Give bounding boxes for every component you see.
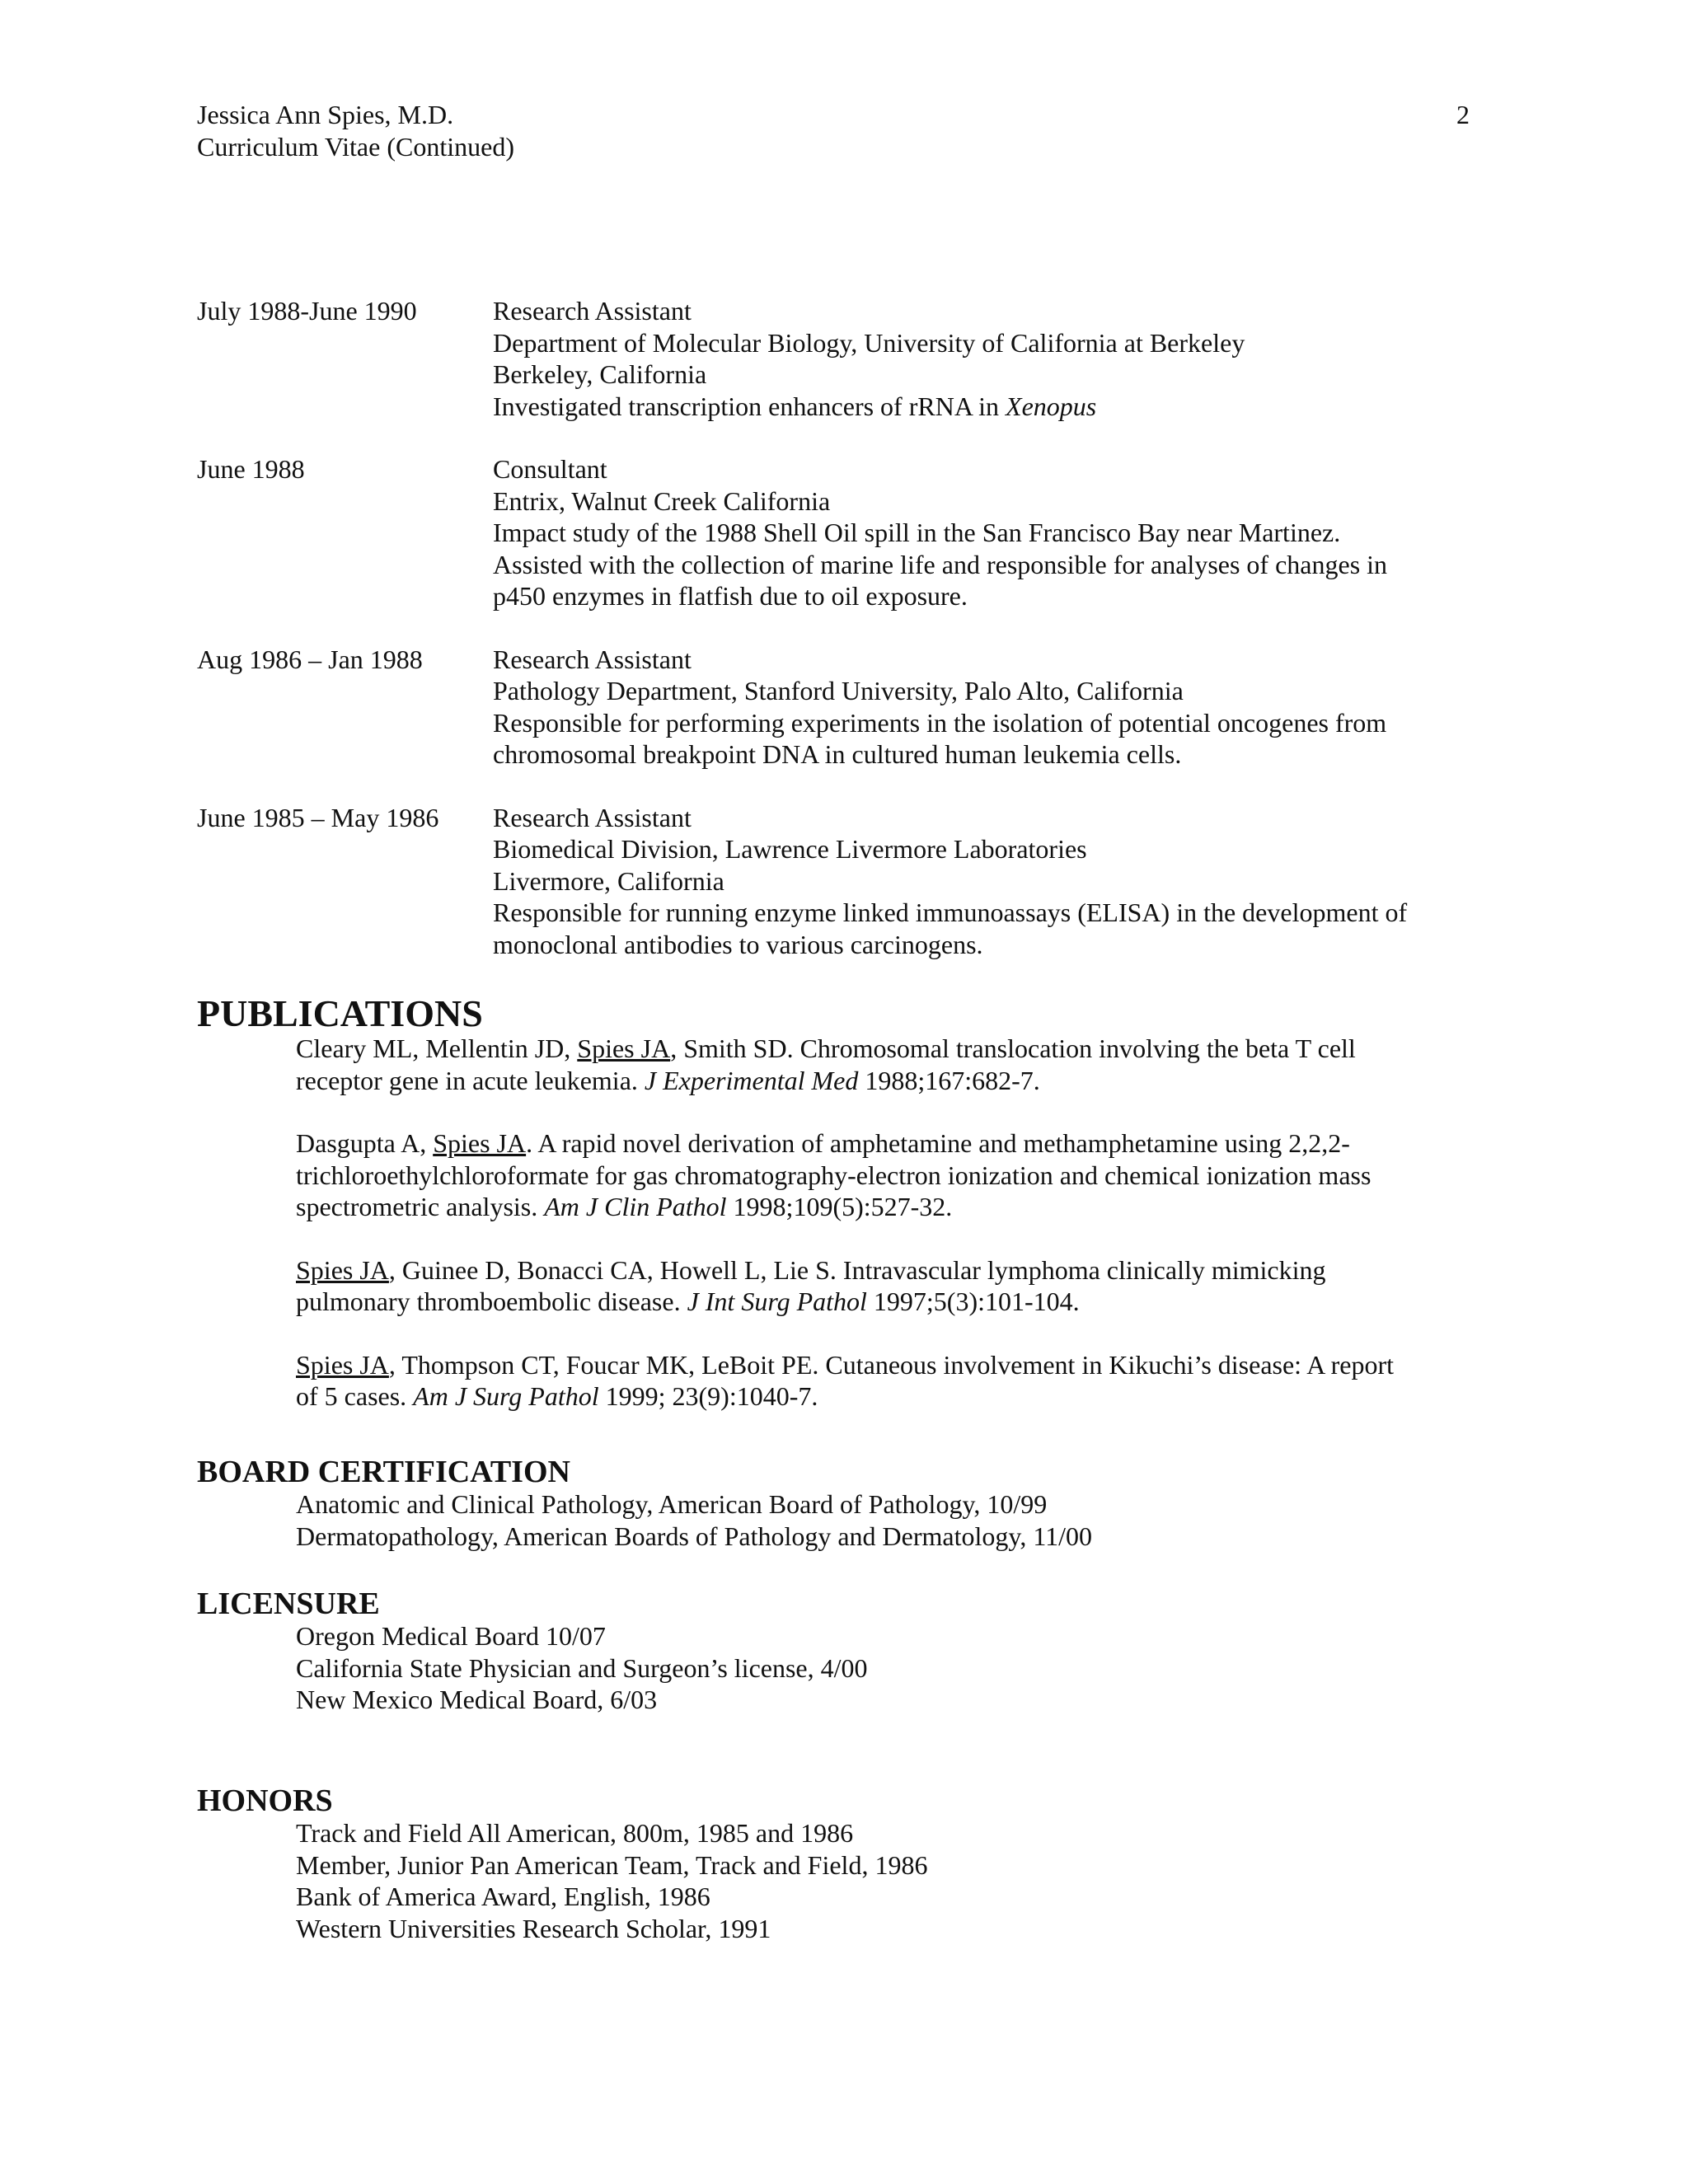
experience-dates: July 1988-June 1990 — [197, 296, 417, 326]
experience-title: Research Assistant — [493, 296, 692, 326]
experience-description — [493, 391, 1483, 423]
list-item: New Mexico Medical Board, 6/03 — [296, 1685, 658, 1714]
author-self: Spies JA — [296, 1349, 389, 1380]
citation-details: 1997;5(3):101-104. — [866, 1286, 1080, 1316]
organism-name: Xenopus — [1006, 391, 1097, 421]
publication-line — [296, 1033, 1483, 1065]
journal-name: Am J Surg Pathol — [413, 1381, 599, 1411]
publication-title-text: of 5 cases. — [296, 1381, 414, 1411]
list-item: Member, Junior Pan American Team, Track and Field, 1986 — [296, 1849, 928, 1880]
publication-item — [296, 1254, 1483, 1318]
publication-item — [296, 1349, 1483, 1413]
experience-details — [493, 453, 1483, 612]
list-item: California State Physician and Surgeon’s license, 4/00 — [296, 1652, 868, 1683]
publication-line — [296, 1065, 1483, 1097]
experience-details — [493, 802, 1483, 961]
honors-list — [197, 1817, 1483, 1944]
experience-description-line: p450 enzymes in flatfish due to oil exposure. — [493, 581, 968, 611]
experience-description-line: monoclonal antibodies to various carcinogens. — [493, 929, 983, 959]
experience-title: Research Assistant — [493, 644, 692, 674]
publications-list — [197, 1033, 1483, 1413]
experience-location: Berkeley, California — [493, 359, 707, 389]
publication-line — [296, 1127, 1483, 1160]
experience-dates: June 1985 – May 1986 — [197, 802, 439, 832]
publication-title-text: , Smith SD. Chromosomal translocation involving the beta T cell — [670, 1033, 1356, 1063]
experience-organization: Pathology Department, Stanford University, Palo Alto, California — [493, 676, 1184, 705]
publication-title-text: pulmonary thromboembolic disease. — [296, 1286, 687, 1316]
experience-organization: Entrix, Walnut Creek California — [493, 485, 831, 516]
experience-dates: Aug 1986 – Jan 1988 — [197, 644, 423, 674]
experience-details — [493, 295, 1483, 422]
publication-authors: Dasgupta A, — [296, 1128, 434, 1158]
publication-title-text: . A rapid novel derivation of amphetamine and methamphetamine using 2,2,2- — [526, 1128, 1350, 1158]
experience-title: Research Assistant — [493, 802, 692, 832]
board-certification-section — [197, 1455, 1483, 1552]
experience-description-line: Responsible for performing experiments in the isolation of potential oncogenes from — [493, 707, 1387, 738]
publication-authors: Cleary ML, Mellentin JD, — [296, 1033, 578, 1063]
experience-description-line: Assisted with the collection of marine life and responsible for analyses of changes in — [493, 549, 1388, 579]
section-heading: PUBLICATIONS — [197, 992, 483, 1034]
journal-name: J Int Surg Pathol — [687, 1286, 867, 1316]
header-name: Jessica Ann Spies, M.D. — [197, 100, 454, 129]
experience-description-line: Responsible for running enzyme linked immunoassays (ELISA) in the development of — [493, 898, 1408, 927]
experience-entry — [197, 644, 1483, 771]
publication-line — [296, 1349, 1483, 1381]
experience-details — [493, 644, 1483, 771]
experience-organization: Biomedical Division, Lawrence Livermore Laboratories — [493, 834, 1087, 864]
page-number: 2 — [1456, 100, 1470, 129]
section-heading: BOARD CERTIFICATION — [197, 1455, 570, 1489]
experience-entry — [197, 295, 1483, 422]
section-heading: HONORS — [197, 1783, 333, 1818]
author-self: Spies JA — [433, 1128, 527, 1158]
experience-organization: Department of Molecular Biology, University of California at Berkeley — [493, 327, 1245, 358]
description-text: Investigated transcription enhancers of rRNA in — [493, 391, 1006, 421]
publications-section — [197, 992, 1483, 1413]
citation-details: 1999; 23(9):1040-7. — [598, 1381, 818, 1411]
experience-list — [197, 295, 1483, 991]
experience-description-line: Impact study of the 1988 Shell Oil spill in the San Francisco Bay near Martinez. — [493, 518, 1341, 547]
experience-title: Consultant — [493, 454, 607, 484]
list-item: Oregon Medical Board 10/07 — [296, 1621, 606, 1651]
publication-title-text: , Guinee D, Bonacci CA, Howell L, Lie S. Intravascular lymphoma clinically mimicking — [388, 1254, 1326, 1285]
experience-entry — [197, 802, 1483, 961]
author-self: Spies JA — [577, 1033, 671, 1063]
publication-line: trichloroethylchloroformate for gas chromatography-electron ionization and chemical ionization mass — [296, 1160, 1372, 1190]
publication-line — [296, 1286, 1483, 1318]
experience-description-line: chromosomal breakpoint DNA in cultured human leukemia cells. — [493, 739, 1182, 769]
section-heading: LICENSURE — [197, 1586, 380, 1621]
journal-name: Am J Clin Pathol — [544, 1192, 727, 1221]
citation-details: 1998;109(5):527-32. — [726, 1192, 953, 1221]
publication-title-text: , Thompson CT, Foucar MK, LeBoit PE. Cutaneous involvement in Kikuchi’s disease: A report — [388, 1349, 1395, 1380]
experience-dates: June 1988 — [197, 454, 305, 484]
author-self: Spies JA — [296, 1254, 389, 1285]
publication-item — [296, 1127, 1483, 1223]
header-subtitle: Curriculum Vitae (Continued) — [197, 131, 514, 162]
journal-name: J Experimental Med — [644, 1065, 859, 1095]
experience-location: Livermore, California — [493, 865, 724, 896]
publication-title-text: receptor gene in acute leukemia. — [296, 1065, 645, 1095]
licensure-list — [197, 1620, 1483, 1716]
list-item: Bank of America Award, English, 1986 — [296, 1882, 710, 1911]
publication-item — [296, 1033, 1483, 1096]
list-item: Track and Field All American, 800m, 1985 and 1986 — [296, 1818, 854, 1848]
board-certification-list — [197, 1488, 1483, 1552]
running-header — [197, 99, 514, 162]
publication-title-text: spectrometric analysis. — [296, 1192, 545, 1221]
publication-line — [296, 1254, 1483, 1286]
licensure-section — [197, 1587, 1483, 1716]
list-item: Anatomic and Clinical Pathology, American Board of Pathology, 10/99 — [296, 1489, 1048, 1519]
publication-line — [296, 1380, 1483, 1413]
list-item: Dermatopathology, American Boards of Pathology and Dermatology, 11/00 — [296, 1521, 1093, 1551]
honors-section — [197, 1784, 1483, 1944]
publication-line — [296, 1191, 1483, 1223]
citation-details: 1988;167:682-7. — [858, 1065, 1040, 1095]
list-item: Western Universities Research Scholar, 1991 — [296, 1913, 771, 1943]
experience-entry — [197, 453, 1483, 612]
